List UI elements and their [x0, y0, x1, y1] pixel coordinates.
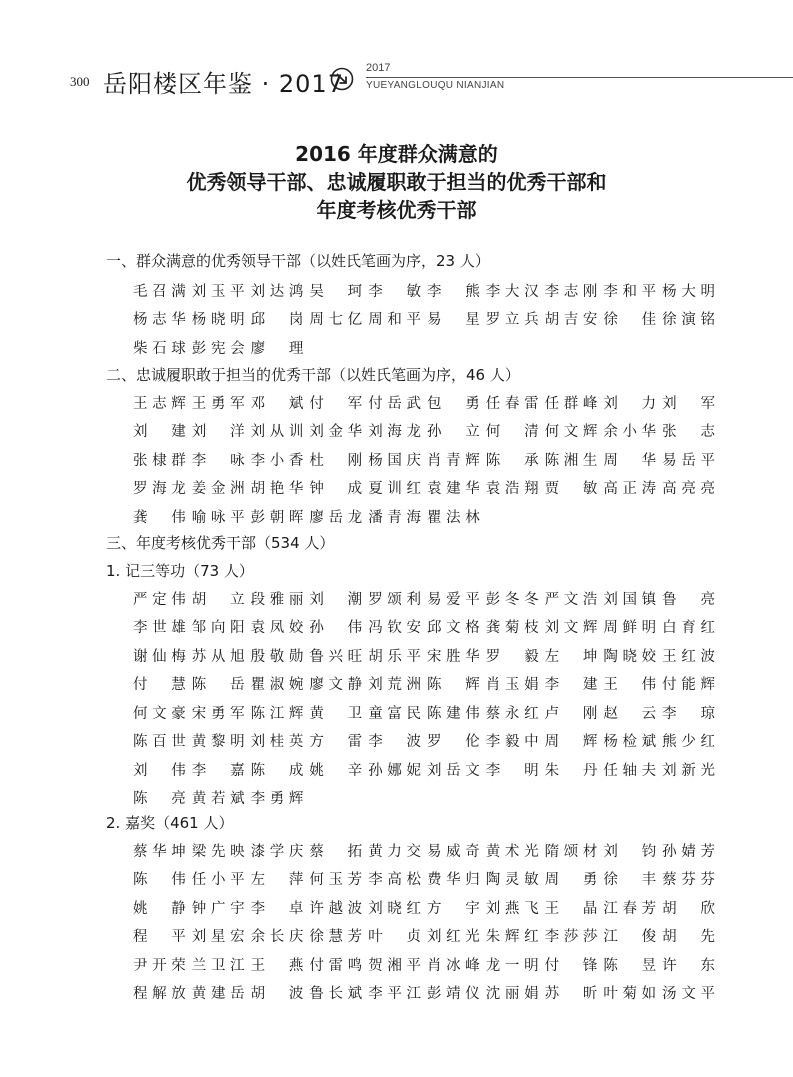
person-name: 杨晓明: [191, 312, 245, 329]
person-name: 严定伟: [133, 591, 186, 608]
person-name: 龙一明: [485, 957, 539, 974]
person-name: 邱 岗: [250, 312, 304, 329]
name-row: [133, 755, 723, 784]
person-name: 刘 建: [133, 424, 186, 441]
person-name: 吴 珂: [309, 283, 363, 300]
title-line-3: 年度考核优秀干部: [316, 198, 477, 222]
person-name: 谢仙梅: [133, 648, 186, 665]
person-name: 黄黎明: [191, 734, 245, 751]
person-name: 李 建: [544, 677, 598, 694]
person-name: 邹向阳: [191, 620, 245, 637]
person-name: 徐 丰: [603, 872, 657, 889]
person-name: 刘 洋: [191, 424, 245, 441]
person-name: 刘文辉: [544, 620, 598, 637]
person-name: 刘 力: [603, 395, 657, 412]
person-name: 刘星宏: [191, 929, 245, 946]
person-name: 蔡 拓: [309, 843, 363, 860]
person-name: 陶晓姣: [603, 648, 657, 665]
person-name: 尹开荣: [133, 957, 186, 974]
person-name: 何文豪: [133, 705, 186, 722]
name-row: [133, 613, 723, 642]
person-name: 易 星: [426, 312, 480, 329]
name-row: [133, 502, 723, 531]
person-name: 宋胜华: [426, 648, 480, 665]
name-row: [133, 950, 723, 979]
person-name: 杨检斌: [603, 734, 657, 751]
book-title: 岳阳楼区年鉴 · 2017: [103, 70, 344, 98]
person-name: 陈 伟: [133, 872, 186, 889]
person-name: 周 华: [603, 452, 657, 469]
header-pinyin: YUEYANGLOUQU NIANJIAN: [366, 80, 505, 91]
person-name: 袁浩翔: [485, 481, 539, 498]
person-name: 潘青海: [368, 509, 421, 526]
person-name: 肖青辉: [426, 452, 480, 469]
person-name: 杨国庆: [368, 452, 421, 469]
person-name: 何文辉: [544, 424, 598, 441]
name-row: [133, 417, 723, 446]
person-name: 刘 伟: [133, 762, 186, 779]
person-name: 张棣群: [133, 452, 186, 469]
person-name: 李勇辉: [250, 791, 304, 808]
person-name: 李小香: [250, 452, 304, 469]
person-name: 宋勇军: [191, 705, 245, 722]
person-name: 严文浩: [544, 591, 598, 608]
person-name: 李 咏: [191, 452, 245, 469]
person-name: 段雅丽: [250, 591, 304, 608]
subsection-1-names: [133, 584, 723, 812]
person-name: 苏从旭: [191, 648, 245, 665]
person-name: 孙婧芳: [662, 843, 715, 860]
person-name: 彭宪会: [191, 340, 245, 357]
page-header: [0, 56, 793, 106]
person-name: 瞿淑婉: [250, 677, 304, 694]
person-name: 贺湘平: [368, 957, 421, 974]
section-2-heading: 二、忠诚履职敢于担当的优秀干部（以姓氏笔画为序，46 人）: [106, 366, 520, 384]
person-name: 付能辉: [662, 677, 715, 694]
person-name: 徐慧芳: [309, 929, 363, 946]
person-name: 程解放: [133, 986, 186, 1003]
person-name: 黄建岳: [191, 986, 245, 1003]
person-name: 余小华: [603, 424, 657, 441]
person-name: 龚菊枝: [485, 620, 539, 637]
name-row: [133, 979, 723, 1008]
person-name: 徐演铭: [662, 312, 715, 329]
circle-arrow-logo-icon: [330, 67, 354, 91]
person-name: 姚 静: [133, 900, 186, 917]
name-row: [133, 922, 723, 951]
person-name: 朱 丹: [544, 762, 598, 779]
person-name: 胡吉安: [544, 312, 598, 329]
title-line-1: 2016 年度群众满意的: [295, 142, 498, 166]
person-name: 彭靖仪: [426, 986, 480, 1003]
name-row: [133, 865, 723, 894]
person-name: 李 明: [485, 762, 539, 779]
person-name: 许 东: [662, 957, 715, 974]
person-name: 刘 军: [662, 395, 715, 412]
person-name: 付 锋: [544, 957, 598, 974]
person-name: 程 平: [133, 929, 186, 946]
person-name: 贾 敏: [544, 481, 598, 498]
person-name: 毛召满: [133, 283, 186, 300]
person-name: 陈 亮: [133, 791, 186, 808]
person-name: 夏训红: [368, 481, 421, 498]
person-name: 苏 昕: [544, 986, 598, 1003]
person-name: 刘新光: [662, 762, 715, 779]
person-name: 周 勇: [544, 872, 598, 889]
person-name: 刘晓红: [368, 900, 421, 917]
person-name: 胡 欣: [662, 900, 715, 917]
section-1-heading: 一、群众满意的优秀领导干部（以姓氏笔画为序，23 人）: [106, 252, 490, 270]
person-name: 刘国镇: [603, 591, 657, 608]
person-name: 鲁 亮: [662, 591, 715, 608]
person-name: 江 俊: [603, 929, 657, 946]
person-name: 黄术光: [485, 843, 539, 860]
name-row: [133, 445, 723, 474]
person-name: 何玉芳: [309, 872, 363, 889]
person-name: 邱文格: [426, 620, 480, 637]
person-name: 周 辉: [544, 734, 598, 751]
section-3-heading: 三、年度考核优秀干部（534 人）: [106, 534, 335, 552]
person-name: 黄力交: [368, 843, 421, 860]
person-name: 刘从训: [250, 424, 304, 441]
person-name: 付 慧: [133, 677, 186, 694]
person-name: 蔡永红: [485, 705, 539, 722]
person-name: 李 波: [368, 734, 421, 751]
person-name: 陈江辉: [250, 705, 304, 722]
person-name: 胡 立: [191, 591, 245, 608]
name-row: [133, 474, 723, 503]
person-name: 孙 伟: [309, 620, 363, 637]
person-name: 蔡华坤: [133, 843, 186, 860]
person-name: 彭冬冬: [485, 591, 539, 608]
person-name: 李 敏: [368, 283, 421, 300]
person-name: 陈 承: [485, 452, 539, 469]
person-name: 方 宇: [426, 900, 480, 917]
person-name: 姜金洲: [191, 481, 245, 498]
person-name: 胡艳华: [250, 481, 304, 498]
person-name: 左 萍: [250, 872, 304, 889]
person-name: 陈百世: [133, 734, 186, 751]
person-name: 兰卫江: [191, 957, 245, 974]
person-name: 廖 理: [250, 340, 304, 357]
person-name: 李大汉: [485, 283, 539, 300]
person-name: 沈丽娟: [485, 986, 539, 1003]
person-name: 徐 佳: [603, 312, 657, 329]
person-name: 杜 刚: [309, 452, 363, 469]
person-name: 刘金华: [309, 424, 363, 441]
person-name: 王 晶: [544, 900, 598, 917]
person-name: 易威奇: [426, 843, 480, 860]
person-name: 李志刚: [544, 283, 598, 300]
section-1-names: [133, 276, 723, 362]
person-name: 罗立兵: [485, 312, 539, 329]
name-row: [133, 305, 723, 334]
person-name: 姚 辛: [309, 762, 363, 779]
person-name: 蔡芬芬: [662, 872, 715, 889]
person-name: 杨大明: [662, 283, 715, 300]
person-name: 王 伟: [603, 677, 657, 694]
person-name: 叶 贞: [368, 929, 421, 946]
person-name: 袁建华: [426, 481, 480, 498]
person-name: 李莎莎: [544, 929, 598, 946]
person-name: 王勇军: [191, 395, 245, 412]
person-name: 王 燕: [250, 957, 304, 974]
person-name: 王志辉: [133, 395, 186, 412]
title-line-2: 优秀领导干部、忠诚履职敢于担当的优秀干部和: [186, 170, 607, 194]
person-name: 易爱平: [426, 591, 480, 608]
person-name: 刘荒洲: [368, 677, 421, 694]
person-name: 梁先映: [191, 843, 245, 860]
subsection-2-names: [133, 836, 723, 1007]
person-name: 叶菊如: [603, 986, 657, 1003]
person-name: 彭朝晖: [250, 509, 304, 526]
person-name: 廖文静: [309, 677, 363, 694]
person-name: 高亮亮: [662, 481, 715, 498]
person-name: 高正涛: [603, 481, 657, 498]
person-name: 包 勇: [426, 395, 480, 412]
person-name: 李和平: [603, 283, 657, 300]
person-name: 孙 立: [426, 424, 480, 441]
person-name: 费华归: [426, 872, 480, 889]
header-rule: [366, 77, 793, 78]
person-name: 李 卓: [250, 900, 304, 917]
person-name: 童富民: [368, 705, 421, 722]
person-name: 罗 毅: [485, 648, 539, 665]
person-name: 左 坤: [544, 648, 598, 665]
person-name: 刘燕飞: [485, 900, 539, 917]
name-row: [133, 388, 723, 417]
person-name: 龚 伟: [133, 509, 186, 526]
person-name: 易岳平: [662, 452, 715, 469]
person-name: 任小平: [191, 872, 245, 889]
person-name: 汤文平: [662, 986, 715, 1003]
person-name: 刘 潮: [309, 591, 363, 608]
person-name: 方 雷: [309, 734, 363, 751]
subsection-1-heading: 1. 记三等功（73 人）: [106, 562, 254, 580]
person-name: 肖冰峰: [426, 957, 480, 974]
person-name: 朱辉红: [485, 929, 539, 946]
person-name: 任春雷: [485, 395, 539, 412]
person-name: 江春芳: [603, 900, 657, 917]
person-name: 何 清: [485, 424, 539, 441]
person-name: 孙娜妮: [368, 762, 421, 779]
page-number: 300: [70, 74, 90, 89]
page-title: [0, 140, 793, 224]
person-name: 任轴夫: [603, 762, 657, 779]
name-row: [133, 784, 723, 813]
person-name: 袁凤姣: [250, 620, 304, 637]
person-name: 鲁长斌: [309, 986, 363, 1003]
person-name: 钟广宇: [191, 900, 245, 917]
person-name: 鲁兴旺: [309, 648, 363, 665]
person-name: 罗颂利: [368, 591, 421, 608]
person-name: 陈湘生: [544, 452, 598, 469]
person-name: 漆学庆: [250, 843, 304, 860]
person-name: 刘桂英: [250, 734, 304, 751]
person-name: 李 熊: [426, 283, 480, 300]
person-name: 陈 岳: [191, 677, 245, 694]
person-name: 刘玉平: [191, 283, 245, 300]
person-name: 柴石球: [133, 340, 186, 357]
person-name: 胡 先: [662, 929, 715, 946]
person-name: 廖岳龙: [309, 509, 363, 526]
person-name: 陶灵敏: [485, 872, 539, 889]
person-name: 罗海龙: [133, 481, 186, 498]
name-row: [133, 698, 723, 727]
person-name: 周鲜明: [603, 620, 657, 637]
person-name: 瞿法林: [426, 509, 480, 526]
person-name: 胡乐平: [368, 648, 421, 665]
subsection-2-heading: 2. 嘉奖（461 人）: [106, 814, 234, 832]
name-row: [133, 836, 723, 865]
person-name: 刘红光: [426, 929, 480, 946]
person-name: 付雷鸣: [309, 957, 363, 974]
person-name: 罗 伦: [426, 734, 480, 751]
person-name: 许越波: [309, 900, 363, 917]
person-name: 刘达鸿: [250, 283, 304, 300]
person-name: 钟 成: [309, 481, 363, 498]
person-name: 黄 卫: [309, 705, 363, 722]
person-name: 付 军: [309, 395, 363, 412]
name-row: [133, 276, 723, 305]
person-name: 周和平: [368, 312, 421, 329]
person-name: 肖玉娟: [485, 677, 539, 694]
person-name: 李 琼: [662, 705, 715, 722]
person-name: 陈 成: [250, 762, 304, 779]
person-name: 余长庆: [250, 929, 304, 946]
person-name: 邓 斌: [250, 395, 304, 412]
person-name: 杨志华: [133, 312, 186, 329]
person-name: 刘 钧: [603, 843, 657, 860]
person-name: 卢 刚: [544, 705, 598, 722]
person-name: 熊少红: [662, 734, 715, 751]
person-name: 陈 辉: [426, 677, 480, 694]
person-name: 李毅中: [485, 734, 539, 751]
person-name: 赵 云: [603, 705, 657, 722]
person-name: 李世雄: [133, 620, 186, 637]
person-name: 李 嘉: [191, 762, 245, 779]
person-name: 周七亿: [309, 312, 363, 329]
person-name: 李高松: [368, 872, 421, 889]
person-name: 李平江: [368, 986, 421, 1003]
person-name: 殷敬勋: [250, 648, 304, 665]
person-name: 喻咏平: [191, 509, 245, 526]
name-row: [133, 670, 723, 699]
person-name: 胡 波: [250, 986, 304, 1003]
person-name: 陈 昱: [603, 957, 657, 974]
person-name: 任群峰: [544, 395, 598, 412]
name-row: [133, 584, 723, 613]
person-name: 白育红: [662, 620, 715, 637]
person-name: 黄若斌: [191, 791, 245, 808]
person-name: 刘海龙: [368, 424, 421, 441]
person-name: 隋颂材: [544, 843, 598, 860]
header-year: 2017: [366, 62, 391, 74]
name-row: [133, 641, 723, 670]
person-name: 陈建伟: [426, 705, 480, 722]
person-name: 付岳武: [368, 395, 421, 412]
person-name: 王红波: [662, 648, 715, 665]
person-name: 刘岳文: [426, 762, 480, 779]
person-name: 冯钦安: [368, 620, 421, 637]
name-row: [133, 727, 723, 756]
person-name: 张 志: [662, 424, 715, 441]
name-row: [133, 333, 723, 362]
name-row: [133, 893, 723, 922]
section-2-names: [133, 388, 723, 531]
